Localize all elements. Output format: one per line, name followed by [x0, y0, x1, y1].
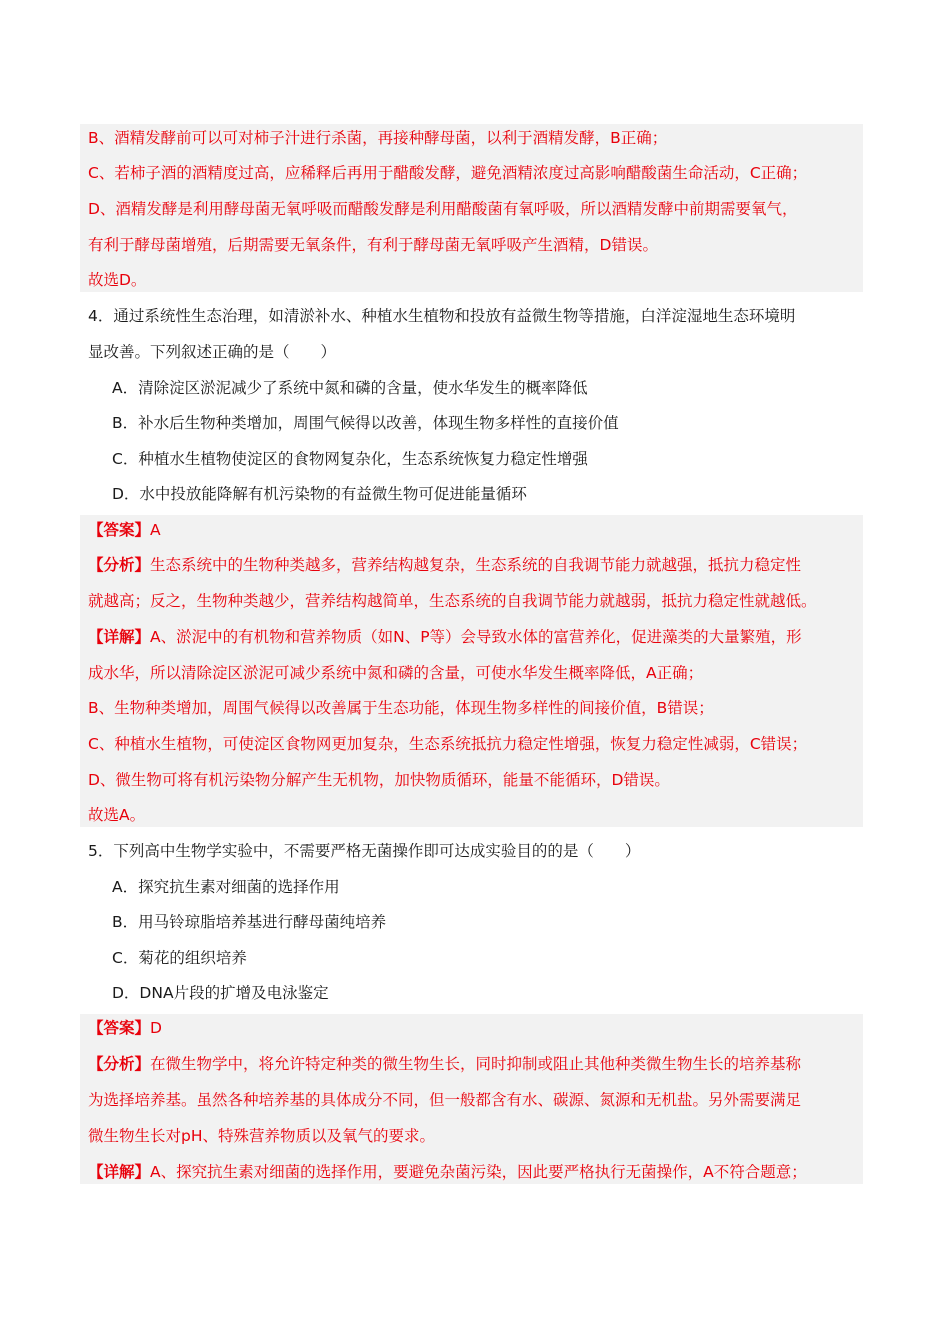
answer-conclusion: 故选D。	[88, 271, 147, 289]
analysis-line: 就越高；反之，生物种类越少，营养结构越简单，生态系统的自我调节能力就越弱，抵抗力稳定性就越低。	[88, 592, 817, 610]
question-4-option-d: D．水中投放能降解有机污染物的有益微生物可促进能量循环	[112, 485, 527, 503]
question-4-stem: 4．通过系统性生态治理，如清淤补水、种植水生植物和投放有益微生物等措施，白洋淀湿地生态环境明	[88, 307, 796, 325]
detail-text: A、探究抗生素对细菌的选择作用，要避免杂菌污染，因此要严格执行无菌操作，A不符合题意；	[150, 1163, 807, 1181]
answer-line	[88, 1016, 162, 1040]
detail-line: B、生物种类增加，周围气候得以改善属于生态功能，体现生物多样性的间接价值，B错误；	[88, 699, 714, 717]
question-4-option-c: C．种植水生植物使淀区的食物网复杂化，生态系统恢复力稳定性增强	[112, 450, 588, 468]
analysis-tag: 【分析】	[88, 556, 151, 574]
analysis-text: 生态系统中的生物种类越多，营养结构越复杂，生态系统的自我调节能力就越强，抵抗力稳定性	[150, 556, 802, 574]
question-5-option-c: C．菊花的组织培养	[112, 949, 247, 967]
answer-conclusion: 故选A。	[88, 806, 146, 824]
answer-line: C、若柿子酒的酒精度过高，应稀释后再用于醋酸发酵，避免酒精浓度过高影响醋酸菌生命活动，C正确；	[88, 164, 808, 182]
detail-line	[88, 1160, 807, 1184]
analysis-line: 微生物生长对pH、特殊营养物质以及氧气的要求。	[88, 1127, 435, 1145]
answer-tag: 【答案】	[88, 1019, 151, 1037]
answer-line: D、酒精发酵是利用酵母菌无氧呼吸而醋酸发酵是利用醋酸菌有氧呼吸，所以酒精发酵中前期需要氧气，	[88, 200, 798, 218]
answer-line: 有利于酵母菌增殖，后期需要无氧条件，有利于酵母菌无氧呼吸产生酒精，D错误。	[88, 236, 658, 254]
question-4-option-b: B．补水后生物种类增加，周围气候得以改善，体现生物多样性的直接价值	[112, 414, 619, 432]
analysis-line	[88, 553, 801, 577]
question-5-stem: 5．下列高中生物学实验中，不需要严格无菌操作即可达成实验目的的是（ ）	[88, 842, 641, 860]
question-5-option-a: A．探究抗生素对细菌的选择作用	[112, 878, 340, 896]
analysis-line	[88, 1052, 801, 1076]
detail-text: A、淤泥中的有机物和营养物质（如N、P等）会导致水体的富营养化，促进藻类的大量繁殖，形	[150, 628, 802, 646]
detail-tag: 【详解】	[88, 628, 151, 646]
question-5-option-d: D．DNA片段的扩增及电泳鉴定	[112, 984, 329, 1002]
answer-value: A	[150, 521, 161, 539]
detail-line: C、种植水生植物，可使淀区食物网更加复杂，生态系统抵抗力稳定性增强，恢复力稳定性减弱，C错误；	[88, 735, 808, 753]
detail-line	[88, 625, 802, 649]
question-4-stem-cont: 显改善。下列叙述正确的是（ ）	[88, 343, 337, 361]
analysis-text: 在微生物学中，将允许特定种类的微生物生长，同时抑制或阻止其他种类微生物生长的培养基称	[150, 1055, 802, 1073]
question-4-option-a: A．清除淀区淤泥减少了系统中氮和磷的含量，使水华发生的概率降低	[112, 379, 588, 397]
analysis-tag: 【分析】	[88, 1055, 151, 1073]
answer-tag: 【答案】	[88, 521, 151, 539]
answer-line: B、酒精发酵前可以可对柿子汁进行杀菌，再接种酵母菌，以利于酒精发酵，B正确；	[88, 129, 668, 147]
answer-line	[88, 518, 161, 542]
detail-line: D、微生物可将有机污染物分解产生无机物，加快物质循环，能量不能循环，D错误。	[88, 771, 670, 789]
question-5-option-b: B．用马铃琼脂培养基进行酵母菌纯培养	[112, 913, 387, 931]
analysis-line: 为选择培养基。虽然各种培养基的具体成分不同，但一般都含有水、碳源、氮源和无机盐。另外需要满足	[88, 1091, 802, 1109]
answer-value: D	[150, 1019, 162, 1037]
detail-line: 成水华，所以清除淀区淤泥可减少系统中氮和磷的含量，可使水华发生概率降低，A正确；	[88, 664, 704, 682]
detail-tag: 【详解】	[88, 1163, 151, 1181]
